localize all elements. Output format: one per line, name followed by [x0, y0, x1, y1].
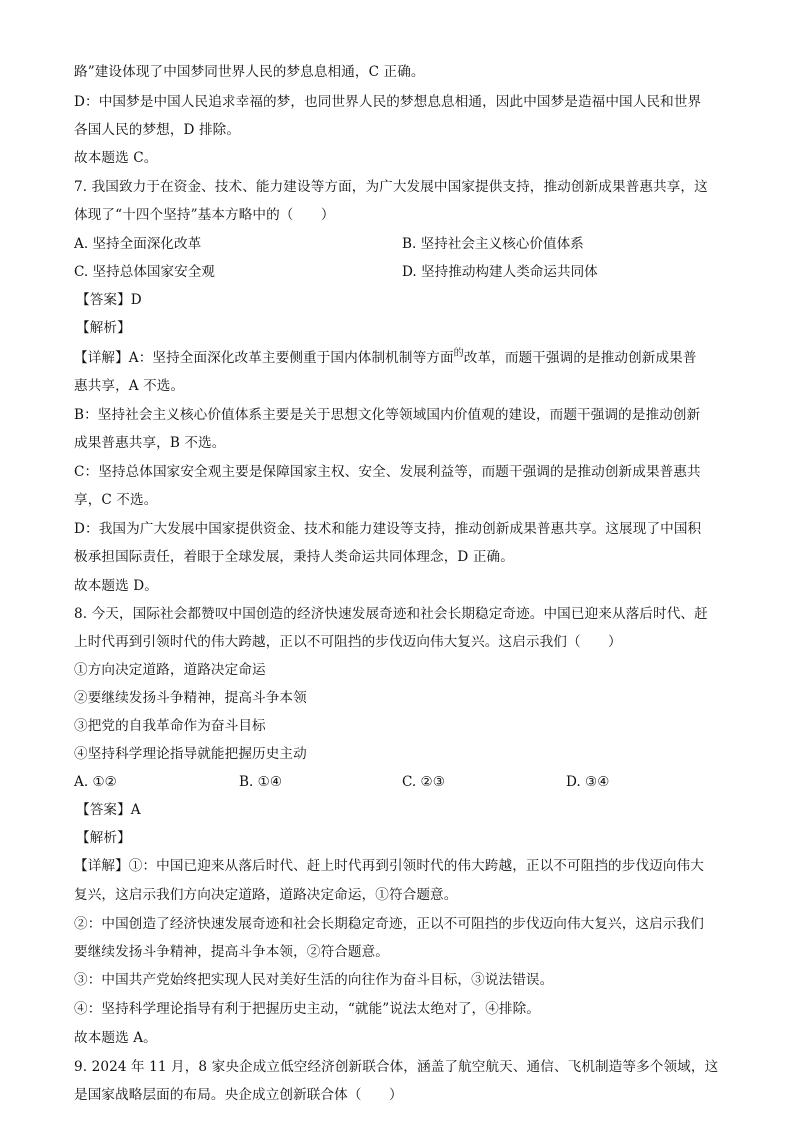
q8-item-4: ④坚持科学理论指导就能把握历史主动 [74, 746, 307, 762]
q8-detail-3: ③：中国共产党始终把实现人民对美好生活的向往作为奋斗目标，③说法错误。 [74, 972, 554, 988]
q6-option-d-analysis-line2: 各国人民的梦想，D 排除。 [74, 122, 241, 138]
q7-detail-a-part2: 改革，而题干强调的是推动创新成果普 [463, 350, 697, 366]
q7-detail-a-superscript: 的 [453, 348, 464, 359]
q8-detail-2-line2: 要继续发扬斗争精神，提高斗争本领，②符合题意。 [74, 944, 389, 960]
q9-stem-line1: 9. 2024 年 11 月，8 家央企成立低空经济创新联合体，涵盖了航空航天、通信、飞机制造等多个领域，这 [74, 1059, 719, 1075]
q7-analysis-heading: 【解析】 [76, 320, 131, 336]
q7-detail-d-line2: 极承担国际责任，着眼于全球发展，秉持人类命运共同体理念，D 正确。 [74, 549, 514, 565]
q7-conclusion: 故本题选 D。 [74, 578, 158, 594]
q8-conclusion: 故本题选 A。 [74, 1030, 157, 1046]
q8-item-1: ①方向决定道路，道路决定命运 [74, 662, 266, 678]
q8-option-b: B. ①④ [239, 774, 283, 790]
q8-item-3: ③把党的自我革命作为奋斗目标 [74, 718, 266, 734]
q9-stem-line2: 是国家战略层面的布局。央企成立创新联合体（ ） [74, 1087, 403, 1103]
q8-stem-line1: 8. 今天，国际社会都赞叹中国创造的经济快速发展奇迹和社会长期稳定奇迹。中国已迎来从落后时代、赶 [74, 606, 708, 622]
q7-stem-line2: 体现了“十四个坚持”基本方略中的（ ） [74, 207, 335, 223]
q8-option-d: D. ③④ [566, 774, 610, 790]
q7-detail-a-line2: 惠共享，A 不选。 [74, 378, 185, 394]
q8-stem-line2: 上时代再到引领时代的伟大跨越，正以不可阻挡的步伐迈向伟大复兴。这启示我们（ ） [74, 634, 622, 650]
q8-detail-1-line1: 【详解】①：中国已迎来从落后时代、赶上时代再到引领时代的伟大跨越，正以不可阻挡的步伐迈向伟大 [74, 858, 704, 874]
q7-detail-a-line1 [74, 348, 697, 370]
q6-continuation-line: 路”建设体现了中国梦同世界人民的梦息息相通，C 正确。 [74, 64, 425, 80]
q8-detail-2-line1: ②：中国创造了经济快速发展奇迹和社会长期稳定奇迹，正以不可阻挡的步伐迈向伟大复兴，这启示我们 [74, 916, 704, 932]
q6-option-d-analysis-line1: D：中国梦是中国人民追求幸福的梦，也同世界人民的梦想息息相通，因此中国梦是造福中国人民和世界 [74, 94, 702, 110]
q7-option-c: C. 坚持总体国家安全观 [74, 264, 215, 280]
q7-detail-c-line2: 享，C 不选。 [74, 492, 158, 508]
q8-option-c: C. ②③ [402, 774, 445, 790]
q7-detail-a-part1: 【详解】A：坚持全面深化改革主要侧重于国内体制机制等方面 [74, 350, 454, 366]
q8-item-2: ②要继续发扬斗争精神，提高斗争本领 [74, 690, 307, 706]
q7-option-a: A. 坚持全面深化改革 [74, 236, 202, 252]
q8-option-a: A. ①② [74, 774, 117, 790]
q7-option-b: B. 坚持社会主义核心价值体系 [402, 236, 584, 252]
q7-option-d: D. 坚持推动构建人类命运共同体 [402, 264, 598, 280]
q8-analysis-heading: 【解析】 [76, 830, 131, 846]
q7-detail-d-line1: D：我国为广大发展中国家提供资金、技术和能力建设等支持，推动创新成果普惠共享。这展现了中国积 [74, 521, 702, 537]
q6-conclusion: 故本题选 C。 [74, 150, 158, 166]
q7-detail-c-line1: C：坚持总体国家安全观主要是保障国家主权、安全、发展利益等，而题干强调的是推动创新成果普惠共 [74, 464, 701, 480]
q7-detail-b-line1: B：坚持社会主义核心价值体系主要是关于思想文化等领域国内价值观的建设，而题干强调的是推动创新 [74, 407, 701, 423]
q8-answer: 【答案】A [76, 802, 141, 818]
q8-detail-1-line2: 复兴，这启示我们方向决定道路，道路决定命运，①符合题意。 [74, 887, 458, 903]
q7-answer: 【答案】D [76, 292, 142, 308]
q7-stem-line1: 7. 我国致力于在资金、技术、能力建设等方面，为广大发展中国家提供支持，推动创新成果普惠共享，这 [74, 179, 708, 195]
q7-detail-b-line2: 成果普惠共享，B 不选。 [74, 435, 226, 451]
q8-detail-4: ④：坚持科学理论指导有利于把握历史主动，“就能”说法太绝对了，④排除。 [74, 1001, 540, 1017]
